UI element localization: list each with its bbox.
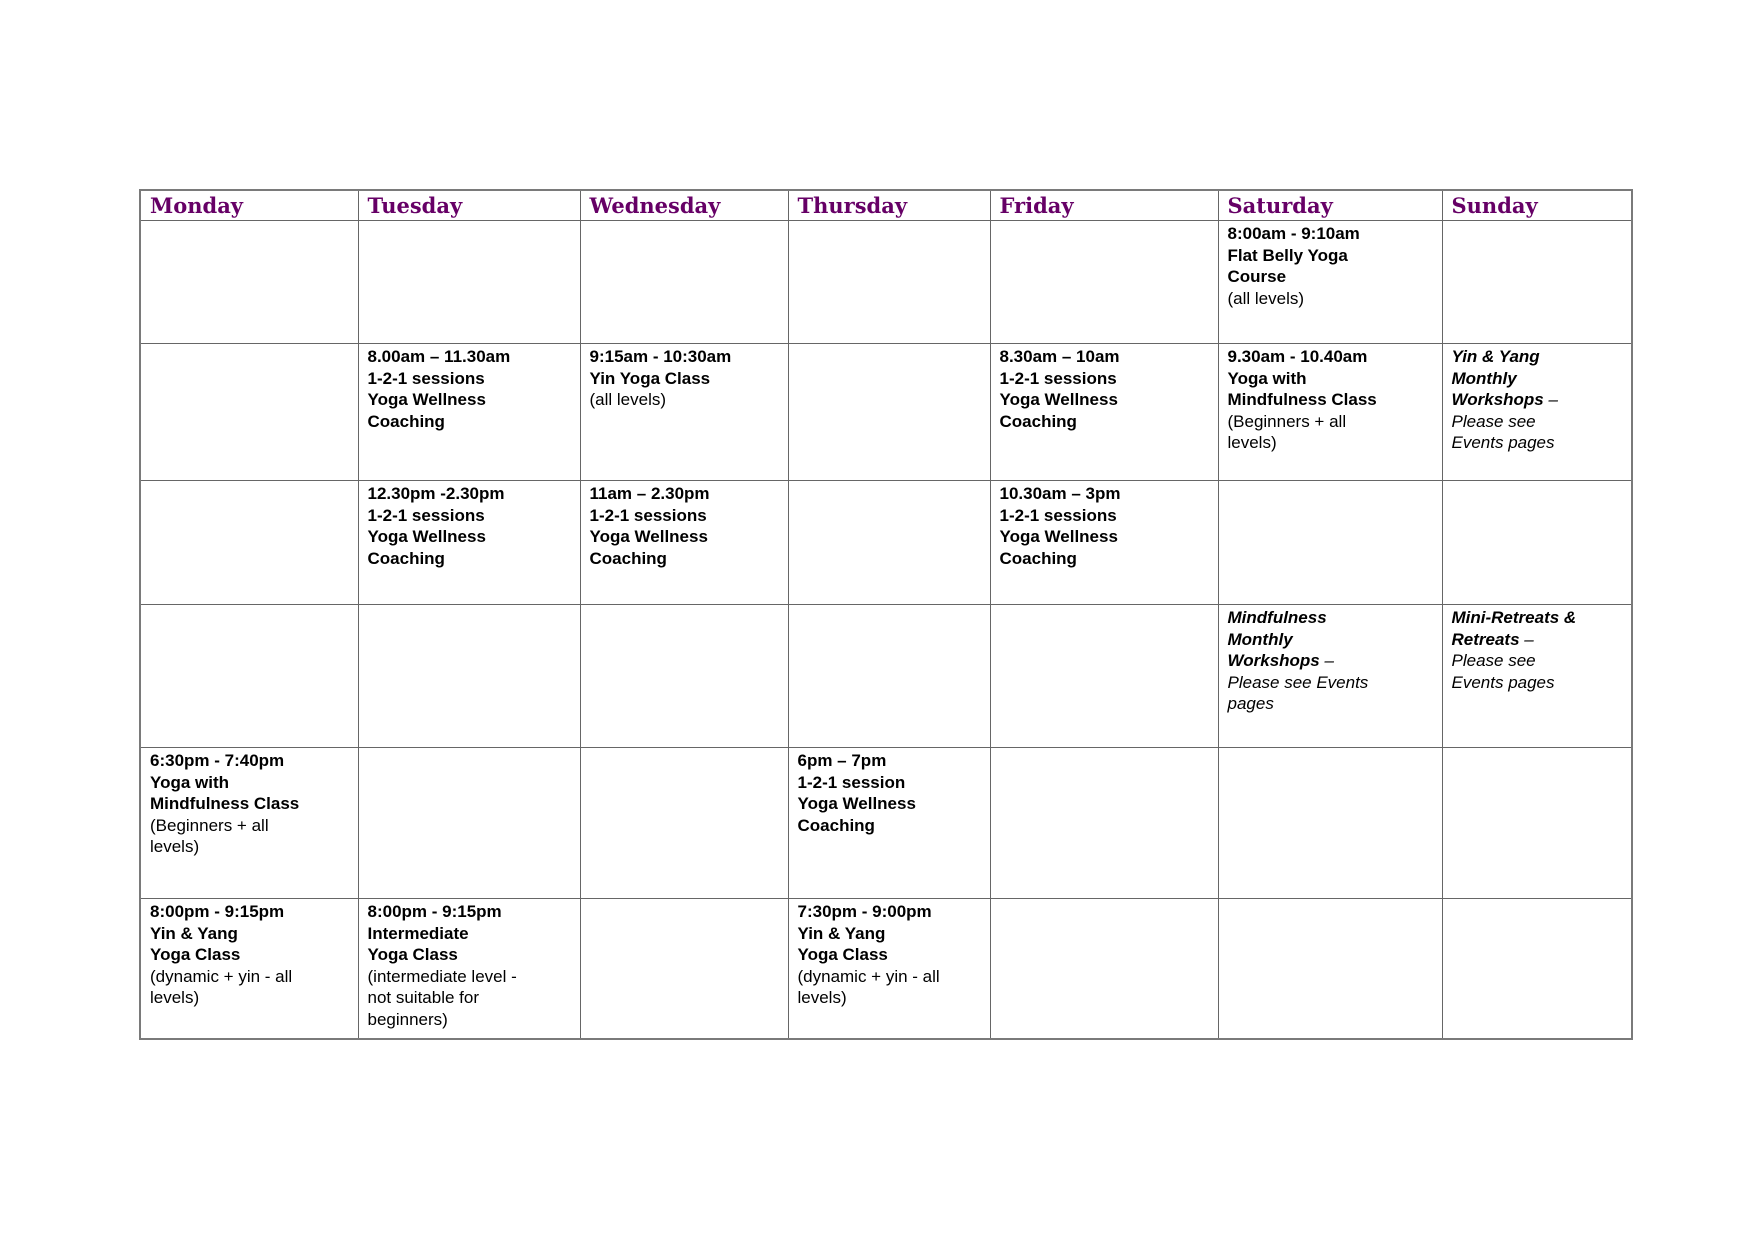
cell-line [1228, 650, 1436, 672]
cell-line [368, 526, 574, 548]
text-segment: Workshops [1451, 390, 1544, 409]
schedule-cell-sunday-row4 [1442, 605, 1632, 748]
schedule-row-5 [140, 748, 1632, 899]
text-segment: Coaching [367, 411, 445, 431]
text-segment: Intermediate [367, 923, 469, 943]
cell-line [590, 368, 782, 390]
text-segment: Workshops [1227, 651, 1320, 670]
text-segment: levels) [1227, 433, 1277, 452]
day-header-tuesday: Tuesday [358, 190, 580, 221]
day-header-thursday: Thursday [788, 190, 990, 221]
text-segment: Coaching [367, 548, 445, 568]
text-segment: Monthly [1227, 629, 1293, 649]
schedule-cell-sunday-row5 [1442, 748, 1632, 899]
weekly-schedule [139, 189, 1633, 1040]
schedule-cell-wednesday-row2 [580, 344, 788, 481]
text-segment: Please see [1451, 411, 1536, 431]
cell-line [1452, 629, 1626, 651]
cell-line [1452, 432, 1626, 454]
schedule-cell-friday-row1 [990, 221, 1218, 344]
cell-line [590, 548, 782, 570]
cell-line [150, 750, 352, 772]
day-header-sunday: Sunday [1442, 190, 1632, 221]
text-segment: Yin & Yang [797, 923, 886, 943]
text-segment: levels) [150, 988, 200, 1007]
text-segment: Yoga Wellness [367, 390, 486, 409]
schedule-cell-wednesday-row3 [580, 481, 788, 605]
schedule-cell-sunday-row3 [1442, 481, 1632, 605]
cell-line [368, 944, 574, 966]
text-segment: 1-2-1 sessions [367, 368, 485, 388]
cell-line [1452, 368, 1626, 390]
schedule-table [139, 189, 1633, 1040]
text-segment: 1-2-1 sessions [589, 505, 707, 525]
cell-line [1228, 389, 1436, 411]
cell-line [590, 526, 782, 548]
text-segment: 8:00am - 9:10am [1227, 224, 1360, 243]
cell-line [1228, 607, 1436, 629]
cell-line [1452, 672, 1626, 694]
cell-line [150, 923, 352, 945]
cell-line [798, 750, 984, 772]
cell-line [590, 483, 782, 505]
schedule-cell-monday-row5 [140, 748, 358, 899]
schedule-cell-tuesday-row3 [358, 481, 580, 605]
text-segment: Coaching [999, 548, 1077, 568]
schedule-cell-monday-row3 [140, 481, 358, 605]
cell-line [798, 987, 984, 1009]
schedule-cell-saturday-row1 [1218, 221, 1442, 344]
text-segment: Flat Belly Yoga [1227, 245, 1348, 265]
text-segment: 8.00am – 11.30am [367, 347, 511, 366]
cell-line [150, 772, 352, 794]
cell-line [1452, 346, 1626, 368]
cell-line [590, 346, 782, 368]
text-segment: Yoga Wellness [999, 390, 1118, 409]
cell-line [368, 966, 574, 988]
text-segment: Mindfulness [1227, 608, 1327, 627]
text-segment: Yoga Class [797, 945, 888, 964]
cell-line [798, 923, 984, 945]
schedule-cell-saturday-row5 [1218, 748, 1442, 899]
schedule-cell-sunday-row1 [1442, 221, 1632, 344]
text-segment: Yin & Yang [1451, 347, 1540, 366]
text-segment: – [1319, 651, 1334, 670]
schedule-cell-wednesday-row1 [580, 221, 788, 344]
cell-line [1228, 432, 1436, 454]
cell-line [798, 793, 984, 815]
cell-line [368, 987, 574, 1009]
text-segment: Yoga Wellness [797, 794, 916, 813]
text-segment: Yoga Class [367, 945, 458, 964]
text-segment: 9.30am - 10.40am [1227, 347, 1368, 366]
day-header-friday: Friday [990, 190, 1218, 221]
text-segment: 1-2-1 sessions [999, 505, 1117, 525]
schedule-cell-tuesday-row5 [358, 748, 580, 899]
schedule-cell-sunday-row2 [1442, 344, 1632, 481]
text-segment: levels) [797, 988, 847, 1007]
cell-line [368, 505, 574, 527]
cell-line [798, 901, 984, 923]
cell-line [1000, 526, 1212, 548]
schedule-cell-monday-row1 [140, 221, 358, 344]
cell-line [1228, 223, 1436, 245]
schedule-cell-thursday-row6 [788, 899, 990, 1039]
text-segment: (all levels) [589, 390, 667, 409]
schedule-row-2 [140, 344, 1632, 481]
text-segment: 7:30pm - 9:00pm [797, 902, 932, 921]
text-segment: pages [1227, 694, 1274, 713]
cell-line [368, 368, 574, 390]
cell-line [798, 966, 984, 988]
text-segment: Mindfulness Class [150, 794, 300, 813]
cell-line [1228, 411, 1436, 433]
cell-line [368, 548, 574, 570]
cell-line [1452, 389, 1626, 411]
cell-line [798, 772, 984, 794]
schedule-row-3 [140, 481, 1632, 605]
cell-line [1228, 629, 1436, 651]
text-segment: 1-2-1 sessions [999, 368, 1117, 388]
cell-line [1228, 245, 1436, 267]
text-segment: 8:00pm - 9:15pm [150, 902, 285, 921]
text-segment: 10.30am – 3pm [999, 484, 1121, 503]
text-segment: Yin & Yang [150, 923, 238, 943]
schedule-cell-monday-row2 [140, 344, 358, 481]
schedule-cell-thursday-row4 [788, 605, 990, 748]
schedule-cell-friday-row4 [990, 605, 1218, 748]
cell-line [1228, 346, 1436, 368]
cell-line [590, 389, 782, 411]
text-segment: Retreats [1451, 629, 1520, 649]
text-segment: (intermediate level - [367, 966, 517, 986]
schedule-cell-thursday-row2 [788, 344, 990, 481]
cell-line [1228, 693, 1436, 715]
schedule-row-6 [140, 899, 1632, 1039]
cell-line [1452, 607, 1626, 629]
schedule-cell-wednesday-row5 [580, 748, 788, 899]
cell-line [150, 987, 352, 1009]
cell-line [150, 944, 352, 966]
text-segment: Yoga Wellness [589, 527, 708, 546]
schedule-cell-saturday-row2 [1218, 344, 1442, 481]
schedule-cell-tuesday-row1 [358, 221, 580, 344]
text-segment: 8:00pm - 9:15pm [367, 902, 502, 921]
schedule-cell-saturday-row4 [1218, 605, 1442, 748]
text-segment: Monthly [1451, 368, 1517, 388]
schedule-cell-monday-row4 [140, 605, 358, 748]
text-segment: Yoga Class [150, 945, 241, 964]
cell-line [1452, 411, 1626, 433]
text-segment: beginners) [367, 1009, 448, 1029]
cell-line [1000, 548, 1212, 570]
text-segment: Events pages [1451, 433, 1555, 452]
cell-line [368, 1009, 574, 1031]
text-segment: – [1519, 629, 1534, 649]
text-segment: Course [1227, 267, 1287, 286]
schedule-cell-friday-row6 [990, 899, 1218, 1039]
schedule-cell-tuesday-row2 [358, 344, 580, 481]
text-segment: 1-2-1 sessions [367, 505, 485, 525]
cell-line [1000, 483, 1212, 505]
text-segment: 11am – 2.30pm [589, 484, 710, 503]
cell-line [590, 505, 782, 527]
cell-line [368, 346, 574, 368]
text-segment: 1-2-1 session [797, 772, 906, 792]
schedule-cell-saturday-row6 [1218, 899, 1442, 1039]
text-segment: Coaching [999, 411, 1077, 431]
cell-line [150, 836, 352, 858]
text-segment: 9:15am - 10:30am [589, 347, 732, 366]
text-segment: Mindfulness Class [1227, 390, 1377, 409]
schedule-row-1 [140, 221, 1632, 344]
text-segment: Yoga Wellness [999, 527, 1118, 546]
text-segment: Mini-Retreats & [1451, 608, 1577, 627]
schedule-cell-friday-row3 [990, 481, 1218, 605]
cell-line [150, 815, 352, 837]
cell-line [368, 901, 574, 923]
schedule-cell-monday-row6 [140, 899, 358, 1039]
text-segment: 8.30am – 10am [999, 347, 1120, 366]
cell-line [368, 389, 574, 411]
text-segment: – [1543, 390, 1558, 409]
text-segment: (dynamic + yin - all [797, 966, 940, 986]
text-segment: Yin Yoga Class [589, 368, 711, 388]
schedule-cell-friday-row5 [990, 748, 1218, 899]
cell-line [150, 793, 352, 815]
cell-line [798, 815, 984, 837]
cell-line [1228, 368, 1436, 390]
schedule-cell-sunday-row6 [1442, 899, 1632, 1039]
text-segment: not suitable for [367, 988, 480, 1007]
cell-line [1000, 368, 1212, 390]
day-header-row [140, 190, 1632, 221]
schedule-cell-friday-row2 [990, 344, 1218, 481]
text-segment: Coaching [589, 548, 667, 568]
text-segment: (dynamic + yin - all [150, 966, 293, 986]
text-segment: Please see Events [1227, 672, 1369, 692]
cell-line [1000, 346, 1212, 368]
cell-line [1228, 266, 1436, 288]
text-segment: 6:30pm - 7:40pm [150, 751, 285, 770]
cell-line [1228, 672, 1436, 694]
text-segment: (Beginners + all [1227, 411, 1347, 431]
schedule-cell-tuesday-row4 [358, 605, 580, 748]
cell-line [1000, 389, 1212, 411]
text-segment: Please see [1451, 651, 1536, 670]
schedule-row-4 [140, 605, 1632, 748]
text-segment: (Beginners + all [150, 815, 269, 835]
cell-line [150, 966, 352, 988]
text-segment: Yoga Wellness [367, 527, 486, 546]
schedule-cell-thursday-row1 [788, 221, 990, 344]
cell-line [798, 944, 984, 966]
text-segment: 12.30pm -2.30pm [367, 484, 505, 503]
text-segment: Yoga with [150, 772, 230, 792]
cell-line [368, 483, 574, 505]
text-segment: Coaching [797, 815, 875, 835]
schedule-cell-wednesday-row4 [580, 605, 788, 748]
schedule-cell-thursday-row5 [788, 748, 990, 899]
day-header-monday: Monday [140, 190, 358, 221]
day-header-saturday: Saturday [1218, 190, 1442, 221]
cell-line [1452, 650, 1626, 672]
schedule-cell-thursday-row3 [788, 481, 990, 605]
cell-line [1000, 505, 1212, 527]
cell-line [150, 901, 352, 923]
cell-line [1000, 411, 1212, 433]
text-segment: levels) [150, 837, 200, 856]
text-segment: Events pages [1451, 672, 1555, 692]
day-header-wednesday: Wednesday [580, 190, 788, 221]
schedule-cell-wednesday-row6 [580, 899, 788, 1039]
text-segment: (all levels) [1227, 288, 1305, 308]
cell-line [368, 411, 574, 433]
text-segment: Yoga with [1227, 368, 1307, 388]
schedule-cell-tuesday-row6 [358, 899, 580, 1039]
text-segment: 6pm – 7pm [797, 751, 887, 770]
cell-line [368, 923, 574, 945]
schedule-cell-saturday-row3 [1218, 481, 1442, 605]
cell-line [1228, 288, 1436, 310]
